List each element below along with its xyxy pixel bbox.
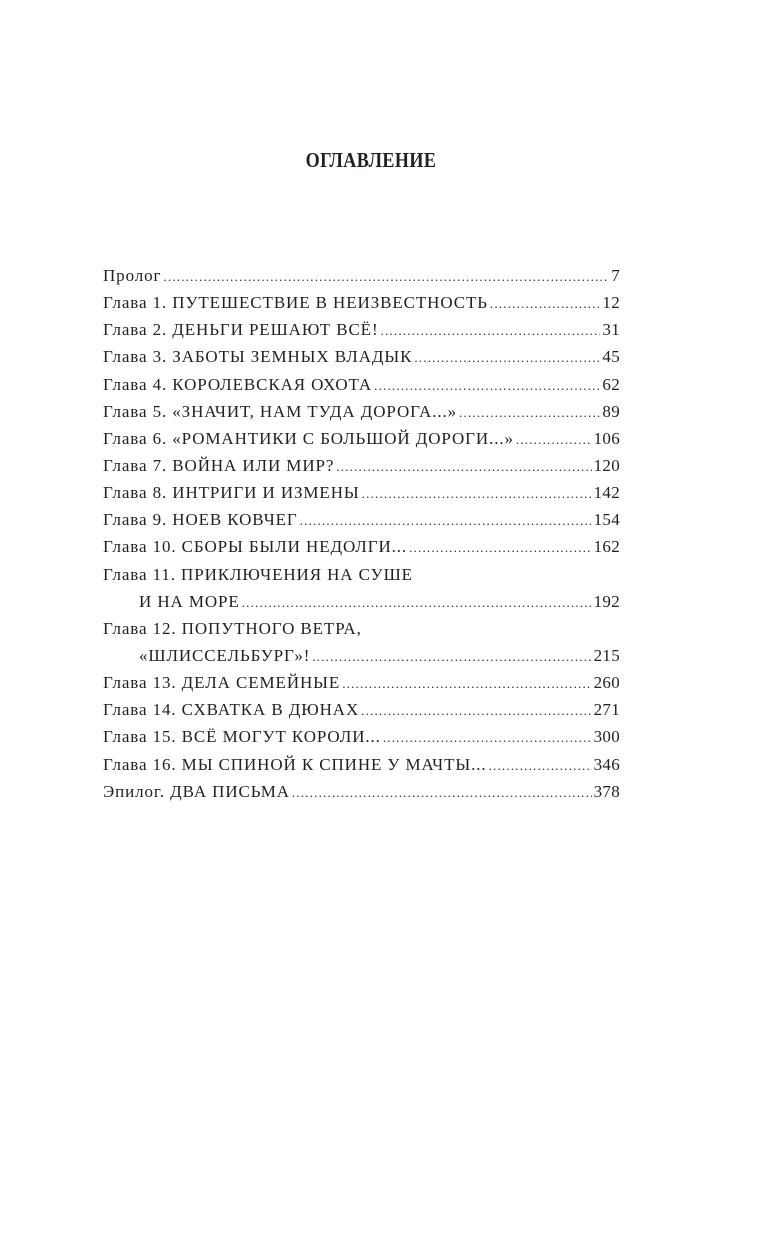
dot-leader [312,643,591,670]
dot-leader [342,670,591,697]
toc-page-number: 62 [602,374,620,394]
toc-entry-chapter-14[interactable] [103,696,620,723]
dot-leader [414,344,600,371]
toc-entry-title: Глава 7. ВОЙНА ИЛИ МИР? [103,455,335,475]
toc-page-number: 120 [593,455,620,475]
toc-entry-chapter-16[interactable] [103,751,620,778]
toc-entry-chapter-8[interactable] [103,479,620,506]
toc-page-number: 12 [602,293,620,313]
toc-entry-title-continuation: И НА МОРЕ [139,591,240,611]
toc-entry-title: Эпилог. ДВА ПИСЬМА [103,781,290,801]
toc-entry-prologue[interactable] [103,262,620,289]
toc-entry-chapter-10[interactable] [103,533,620,560]
toc-page-number: 154 [593,510,620,530]
toc-entry-title: Глава 13. ДЕЛА СЕМЕЙНЫЕ [103,673,341,693]
toc-entry-chapter-11-continued[interactable] [103,588,620,615]
toc-entry-title: Глава 6. «РОМАНТИКИ С БОЛЬШОЙ ДОРОГИ...» [103,428,514,448]
toc-entry-chapter-12-continued[interactable] [103,642,620,669]
dot-leader [409,534,592,561]
toc-entry-title: Глава 9. НОЕВ КОВЧЕГ [103,510,298,530]
toc-entry-title-continuation: «ШЛИССЕЛЬБУРГ»! [139,645,311,665]
dot-leader [163,263,609,290]
toc-entry-title: Глава 2. ДЕНЬГИ РЕШАЮТ ВСЁ! [103,320,379,340]
toc-entry-title: Глава 8. ИНТРИГИ И ИЗМЕНЫ [103,483,360,503]
toc-entry-chapter-11[interactable] [103,561,620,588]
toc-page-number: 162 [593,537,620,557]
dot-leader [516,426,592,453]
toc-entry-title: Глава 15. ВСЁ МОГУТ КОРОЛИ... [103,727,381,747]
toc-page-number: 45 [602,347,620,367]
toc-entry-chapter-2[interactable] [103,316,620,343]
toc-entry-title: Глава 16. МЫ СПИНОЙ К СПИНЕ У МАЧТЫ... [103,754,487,774]
toc-page-number: 271 [593,700,620,720]
toc-entry-epilogue[interactable] [103,778,620,805]
toc-page-number: 260 [593,673,620,693]
dot-leader [361,697,591,724]
dot-leader [374,372,600,399]
toc-entry-title: Глава 5. «ЗНАЧИТ, НАМ ТУДА ДОРОГА...» [103,401,458,421]
dot-leader [362,480,592,507]
toc-entry-chapter-9[interactable] [103,506,620,533]
toc-entry-chapter-4[interactable] [103,371,620,398]
toc-entry-chapter-5[interactable] [103,398,620,425]
toc-page-number: 378 [593,781,620,801]
toc-entry-title: Глава 10. СБОРЫ БЫЛИ НЕДОЛГИ... [103,537,408,557]
toc-entry-title: Глава 4. КОРОЛЕВСКАЯ ОХОТА [103,374,373,394]
toc-entry-chapter-15[interactable] [103,723,620,750]
toc-entry-title: Глава 11. ПРИКЛЮЧЕНИЯ НА СУШЕ [103,564,413,584]
page-title: ОГЛАВЛЕНИЕ [305,148,437,172]
dot-leader [459,399,600,426]
toc-page-number: 192 [593,591,620,611]
toc-page-number: 300 [593,727,620,747]
dot-leader [336,453,591,480]
toc-page-number: 215 [593,645,620,665]
toc-entry-title: Глава 1. ПУТЕШЕСТВИЕ В НЕИЗВЕСТНОСТЬ [103,293,488,313]
table-of-contents [103,262,620,805]
toc-entry-chapter-13[interactable] [103,669,620,696]
toc-page-number: 89 [602,401,620,421]
toc-page-number: 31 [602,320,620,340]
toc-entry-title: Пролог [103,266,162,285]
toc-entry-chapter-1[interactable] [103,289,620,316]
toc-page-number: 106 [593,428,620,448]
dot-leader [292,779,592,806]
dot-leader [489,752,592,779]
toc-page-number: 346 [593,754,620,774]
toc-page-number: 7 [611,266,620,285]
toc-entry-chapter-3[interactable] [103,343,620,370]
toc-entry-chapter-6[interactable] [103,425,620,452]
toc-entry-title: Глава 12. ПОПУТНОГО ВЕТРА, [103,618,362,638]
dot-leader [490,290,600,317]
toc-entry-title: Глава 14. СХВАТКА В ДЮНАХ [103,700,360,720]
toc-entry-chapter-7[interactable] [103,452,620,479]
dot-leader [381,317,601,344]
toc-entry-chapter-12[interactable] [103,615,620,642]
toc-entry-title: Глава 3. ЗАБОТЫ ЗЕМНЫХ ВЛАДЫК [103,347,413,367]
toc-page-number: 142 [593,483,620,503]
dot-leader [300,507,592,534]
dot-leader [242,589,592,616]
dot-leader [383,724,592,751]
